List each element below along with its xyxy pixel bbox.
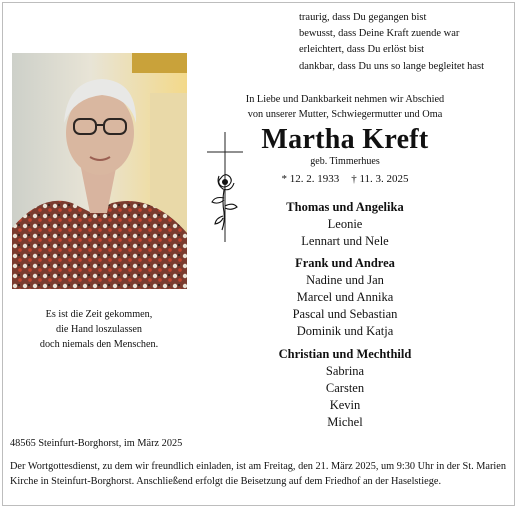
family-member: Lennart und Nele [301,234,389,248]
poem [299,10,484,75]
family-group [225,255,465,340]
family-member: Sabrina [325,364,365,378]
poem-line: traurig, dass Du gegangen bist [299,12,427,23]
family-member: Dominik und Katja [296,324,394,338]
intro-line-2: von unserer Mutter, Schwiegermutter und Oma [247,109,443,120]
life-dates [200,171,490,187]
birth-date: * 12. 2. 1933 [281,173,340,185]
poem-line: bewusst, dass Deine Kraft zuende war [299,28,460,40]
death-date: † 11. 3. 2025 [351,173,409,185]
service-notice: Der Wortgottesdienst, zu dem wir freundlich einladen, ist am Freitag, den 21. März 2025, um 9:30 Uhr in der St. Marien Kirche in Steinfurt-Borghorst. Anschließend erfolgt die Beisetzung auf dem Friedhof an der Haselstiege. [10,461,506,487]
farewell-quote [10,307,188,353]
family-member: Carsten [325,381,365,395]
place-date: 48565 Steinfurt-Borghorst, im März 2025 [10,438,183,449]
poem-line: erleichtert, dass Du erlöst bist [299,44,425,56]
family-member: Kevin [329,398,361,412]
family-member: Pascal und Sebastian [292,307,398,321]
family-group [225,346,465,431]
quote-line: doch niemals den Menschen. [39,339,159,351]
intro-text [200,92,490,122]
poem-line: dankbar, dass Du uns so lange begleitet hast [299,60,485,72]
family-head: Frank und Andrea [295,256,395,270]
quote-line: die Hand loszulassen [55,324,142,336]
birth-name: geb. Timmerhues [310,156,380,167]
portrait-photo [12,53,187,289]
quote-line: Es ist die Zeit gekommen, [45,309,153,320]
family-head: Thomas und Angelika [286,200,404,214]
family-member: Leonie [327,217,363,231]
intro-line-1: In Liebe und Dankbarkeit nehmen wir Abschied [245,94,445,105]
family-group [225,199,465,250]
family-member: Michel [327,415,363,429]
family-member: Marcel und Annika [296,290,394,304]
family-member: Nadine und Jan [306,273,384,287]
family-head: Christian und Mechthild [278,347,412,361]
deceased-name: Martha Kreft [261,124,429,155]
